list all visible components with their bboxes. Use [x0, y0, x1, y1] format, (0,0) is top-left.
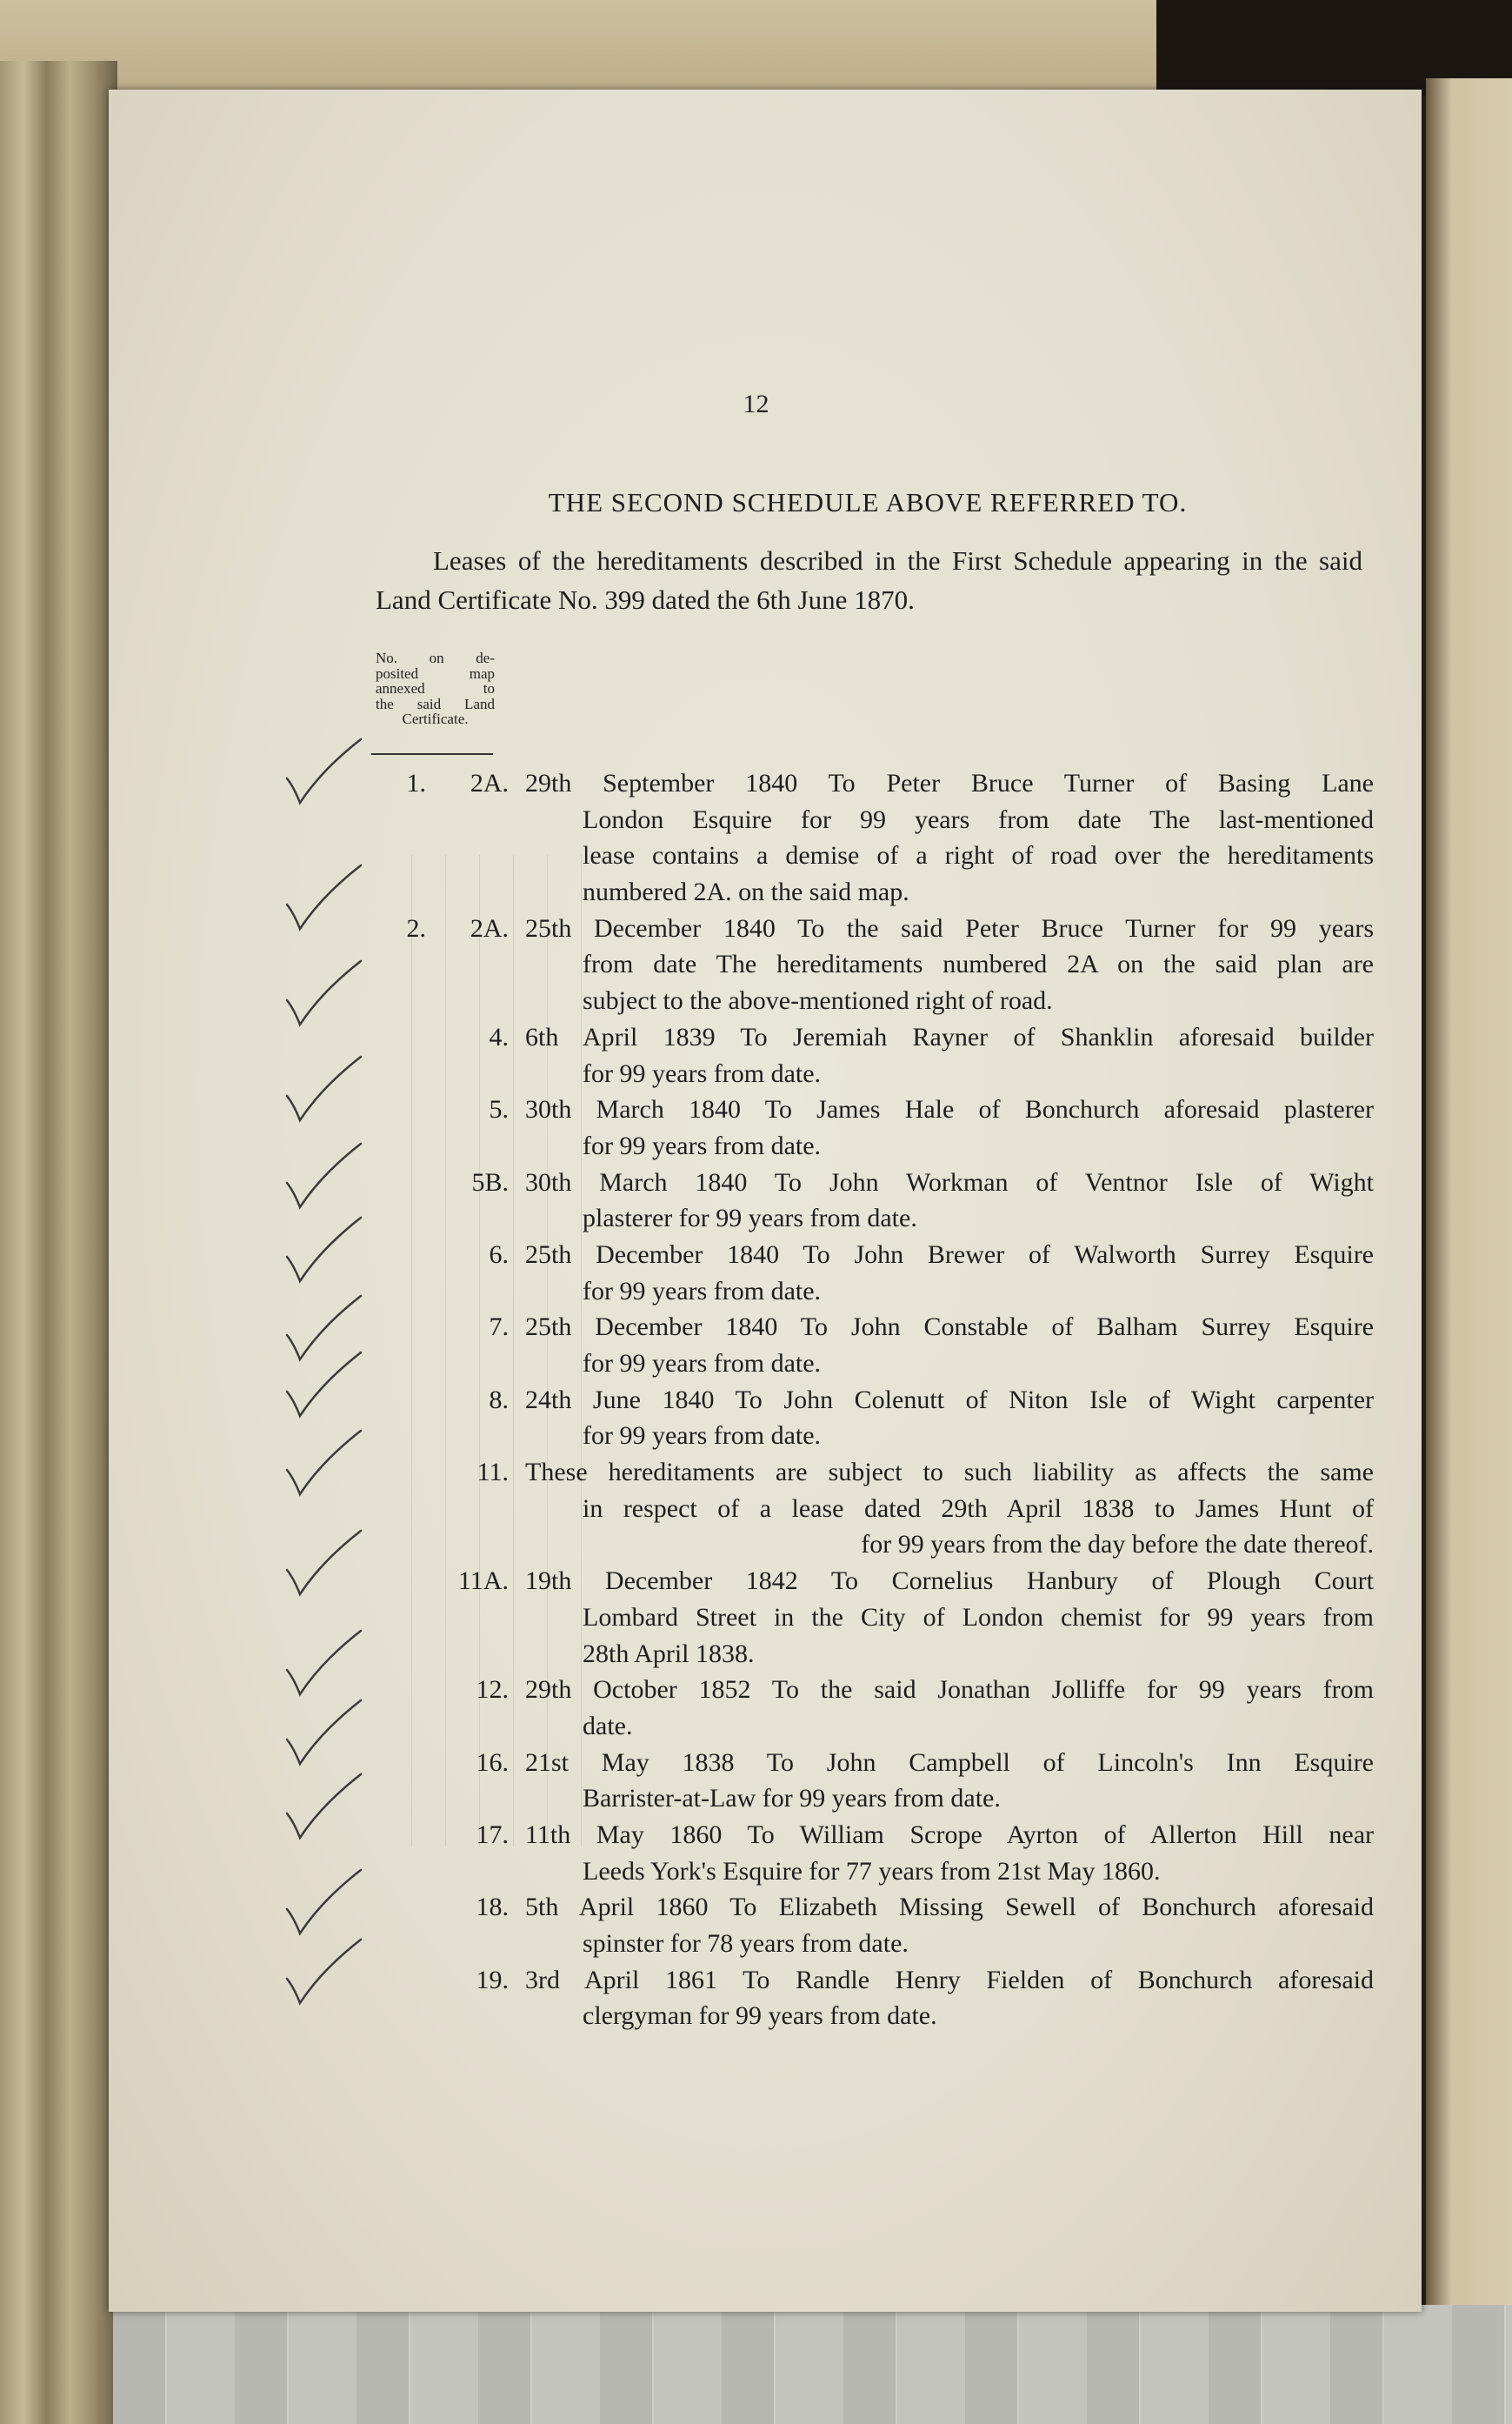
entry-text-line: 25th December 1840 To the said Peter Bruce Turner for 99 years — [525, 913, 1374, 943]
lease-entries — [365, 765, 1374, 2034]
lease-entry — [365, 1672, 1374, 1744]
lease-entry — [365, 1889, 1374, 1961]
entry-text-line: 29th October 1852 To the said Jonathan Jolliffe for 99 years from — [525, 1675, 1374, 1705]
column-header-line: Certificate. — [402, 711, 469, 727]
entry-text-line: Barrister-at-Law for 99 years from date. — [583, 1784, 1001, 1813]
map-number: 2A. — [470, 769, 509, 798]
map-number: 19. — [476, 1965, 509, 1994]
schedule-title: THE SECOND SCHEDULE ABOVE REFERRED TO. — [548, 487, 1188, 518]
map-number: 7. — [489, 1312, 509, 1342]
entry-text-line: plasterer for 99 years from date. — [583, 1204, 917, 1233]
intro-paragraph: Leases of the hereditaments described in the First Schedule appearing in the said Land Certificate No. 399 dated the 6th June 1870. — [376, 545, 1362, 615]
map-number: 2A. — [470, 913, 509, 943]
lease-entry — [365, 911, 1374, 1019]
lease-entry — [365, 1382, 1374, 1454]
map-number: 16. — [476, 1747, 509, 1777]
map-number: 5. — [489, 1095, 509, 1125]
entry-text-line: Lombard Street in the City of London chemist for 99 years from — [583, 1602, 1374, 1632]
entry-text-line: 3rd April 1861 To Randle Henry Fielden of Bonchurch aforesaid — [525, 1965, 1374, 1994]
map-number: 5B. — [471, 1167, 509, 1197]
entry-text-line: 5th April 1860 To Elizabeth Missing Sewell of Bonchurch aforesaid — [525, 1893, 1374, 1922]
map-number: 6. — [489, 1239, 509, 1269]
entry-text-line: lease contains a demise of a right of road over the hereditaments — [583, 841, 1374, 871]
entry-text-line: in respect of a lease dated 29th April 1838 to James Hunt of — [583, 1493, 1374, 1523]
entry-text-line: 6th April 1839 To Jeremiah Rayner of Shanklin aforesaid builder — [525, 1022, 1374, 1052]
entry-text-line: for 99 years from date. — [583, 1421, 822, 1451]
entry-number: 2. — [406, 913, 426, 943]
entry-text-line: 28th April 1838. — [583, 1639, 755, 1668]
lease-entry — [365, 1165, 1374, 1237]
entry-text-line: 30th March 1840 To John Workman of Ventnor Isle of Wight — [525, 1167, 1374, 1197]
entry-text-line: clergyman for 99 years from date. — [583, 2001, 937, 2031]
column-header-line: annexed to — [376, 680, 495, 697]
column-header — [376, 651, 495, 727]
lease-entry — [365, 1454, 1374, 1563]
lease-entry — [365, 1309, 1374, 1381]
entry-text-line: for 99 years from date. — [583, 1276, 822, 1305]
entry-text-line: 19th December 1842 To Cornelius Hanbury of Plough Court — [525, 1566, 1374, 1596]
lease-entry — [365, 1745, 1374, 1817]
lease-entry — [365, 1019, 1374, 1092]
entry-text-line: for 99 years from date. — [583, 1349, 822, 1378]
entry-text-line: spinster for 78 years from date. — [583, 1929, 909, 1958]
entry-text-line: numbered 2A. on the said map. — [583, 878, 909, 907]
entry-text-line: for 99 years from date. — [583, 1131, 822, 1160]
entry-text-line: 11th May 1860 To William Scrope Ayrton of Allerton Hill near — [525, 1820, 1374, 1849]
column-header-line: No. on de- — [376, 650, 495, 666]
entry-text-line: date. — [583, 1711, 633, 1740]
entry-text-line: 21st May 1838 To John Campbell of Lincoln's Inn Esquire — [525, 1747, 1374, 1777]
entry-text-line: These hereditaments are subject to such liability as affects the same — [525, 1458, 1374, 1487]
map-number: 11A. — [457, 1566, 509, 1596]
bottom-papers — [113, 2305, 1512, 2424]
map-number: 11. — [476, 1458, 509, 1487]
lease-entry — [365, 1092, 1374, 1164]
column-header-line: the said Land — [376, 695, 495, 712]
entry-text-line: for 99 years from date. — [583, 1058, 822, 1088]
entry-text-line: 29th September 1840 To Peter Bruce Turner of Basing Lane — [525, 769, 1374, 798]
entry-text-line: London Esquire for 99 years from date The last-mentioned — [583, 805, 1374, 834]
entry-text-line: subject to the above-mentioned right of road. — [583, 986, 1053, 1016]
entry-text-line: 24th June 1840 To John Colenutt of Niton Isle of Wight carpenter — [525, 1385, 1374, 1414]
map-number: 12. — [476, 1675, 509, 1705]
lease-entry — [365, 1237, 1374, 1309]
map-number: 18. — [476, 1893, 509, 1922]
entry-text-line: for 99 years from the day before the date thereof. — [861, 1530, 1374, 1559]
entry-text-line: 25th December 1840 To John Constable of Balham Surrey Esquire — [525, 1312, 1374, 1342]
lease-entry — [365, 1817, 1374, 1889]
column-header-line: posited map — [376, 664, 495, 682]
lease-entry — [365, 1563, 1374, 1672]
entry-number: 1. — [406, 769, 426, 798]
top-paper-sheet — [0, 0, 1165, 91]
entry-text-line: Leeds York's Esquire for 77 years from 21st May 1860. — [583, 1856, 1161, 1886]
lease-entry — [365, 1962, 1374, 2034]
map-number: 8. — [489, 1385, 509, 1414]
entry-text-line: from date The hereditaments numbered 2A on the said plan are — [583, 950, 1374, 979]
lease-entry — [365, 765, 1374, 911]
header-rule — [371, 753, 493, 755]
page-number: 12 — [743, 390, 769, 418]
entry-text-line: 25th December 1840 To John Brewer of Walworth Surrey Esquire — [525, 1239, 1374, 1269]
map-number: 4. — [489, 1022, 509, 1052]
entry-text-line: 30th March 1840 To James Hale of Bonchurch aforesaid plasterer — [525, 1095, 1374, 1125]
map-number: 17. — [476, 1820, 509, 1849]
